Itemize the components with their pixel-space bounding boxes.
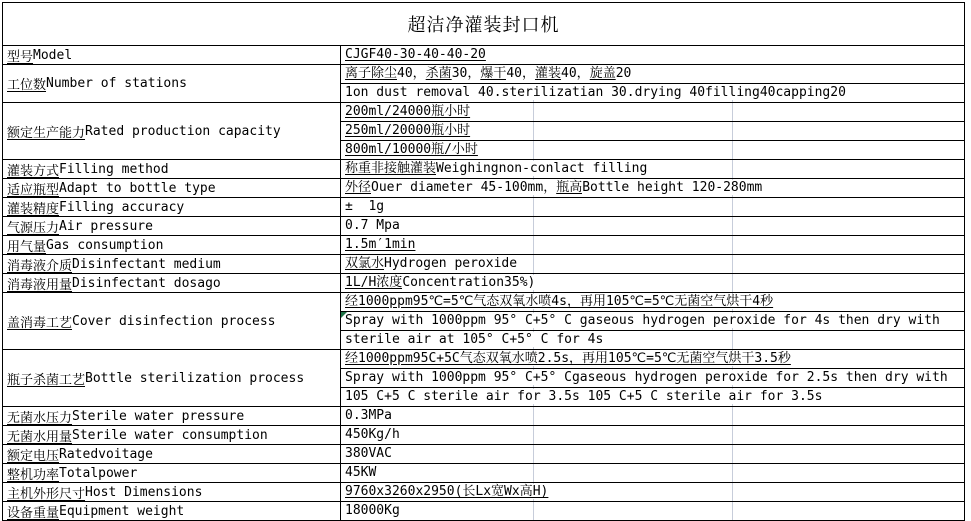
spec-value-cell[interactable]	[341, 255, 964, 274]
cell-text-segment: 双氯水	[345, 256, 385, 271]
cell-text-segment: 经1000ppm95C+5C气态双氧水喷2.5s，再用105℃=5℃无菌空气烘干3.5秒	[345, 351, 791, 366]
cell-text-segment: Ouer diameter 45-100mm，	[371, 180, 557, 195]
cell-text-segment: Sterile water consumption	[72, 427, 268, 443]
cell-text-segment: 200ml/24000瓶小时	[345, 104, 471, 119]
spec-label-cell[interactable]	[3, 350, 341, 407]
cell-text-segment: Totalpower	[59, 465, 138, 481]
cell-text-segment: 整机功率	[7, 464, 59, 483]
cell-text-segment: Rated production capacity	[85, 123, 281, 139]
spec-label-cell[interactable]	[3, 483, 341, 502]
cell-text-segment: 18000Kg	[345, 503, 400, 518]
cell-text-segment: Bottle sterilization process	[85, 370, 305, 386]
cell-text-segment: Filling accuracy	[59, 199, 185, 215]
cell-text-segment: 气源压力	[7, 217, 59, 236]
cell-text-segment: 1.5m′1min	[345, 237, 416, 252]
page-title: 超洁净灌装封口机	[407, 15, 560, 36]
cell-text-segment: 离子除尘	[345, 66, 398, 81]
spec-label-cell[interactable]	[3, 179, 341, 198]
cell-text-segment: Cover disinfection process	[72, 313, 276, 329]
title-cell[interactable]	[3, 3, 964, 46]
cell-text-segment: 0.3MPa	[345, 408, 392, 423]
cell-text-segment: 型号	[7, 46, 33, 65]
cell-text-segment: Spray with 1000ppm 95° C+5° Cgaseous hydrogen peroxide for 2.5s then dry with	[345, 370, 948, 385]
cell-text-segment: 450Kg/h	[345, 427, 400, 442]
cell-text-segment: Equipment weight	[59, 503, 185, 519]
cell-text-segment: 经1000ppm95℃=5℃气态双氧水喷4s，再用105℃=5℃无菌空气烘干4秒	[345, 294, 774, 309]
cell-text-segment: 杀菌	[425, 66, 452, 81]
cell-text-segment: 40，	[506, 66, 536, 81]
cell-text-segment: 称重非接触灌装	[345, 161, 437, 176]
spec-value-cell[interactable]	[341, 350, 964, 369]
spec-value-cell[interactable]	[341, 331, 964, 350]
spec-value-cell[interactable]	[341, 312, 964, 331]
cell-text-segment: Disinfectant medium	[72, 256, 221, 272]
spec-value-cell[interactable]	[341, 160, 964, 179]
cell-text-segment: Air pressure	[59, 218, 153, 234]
spec-value-cell[interactable]	[341, 103, 964, 122]
spec-value-cell[interactable]	[341, 274, 964, 293]
spec-label-cell[interactable]	[3, 255, 341, 274]
cell-text-segment: 额定生产能力	[7, 122, 85, 141]
cell-text-segment: 瓶子杀菌工艺	[7, 369, 85, 388]
spec-label-cell[interactable]	[3, 65, 341, 103]
spec-value-cell[interactable]	[341, 426, 964, 445]
spec-label-cell[interactable]	[3, 445, 341, 464]
cell-text-segment: 无菌水压力	[7, 407, 72, 426]
cell-text-segment: 设备重量	[7, 502, 59, 521]
cell-text-segment: 适应瓶型	[7, 179, 59, 198]
cell-text-segment: 灌装精度	[7, 198, 59, 217]
cell-text-segment: 9760x3260x2950(长Lx宽Wx高H)	[345, 484, 549, 499]
cell-text-segment: Spray with 1000ppm 95° C+5° C gaseous hydrogen peroxide for 4s then dry with	[345, 313, 940, 328]
spec-label-cell[interactable]	[3, 236, 341, 255]
cell-text-segment: 1on dust removal 40.sterilizatian 30.drying 40filling40capping20	[345, 85, 846, 100]
spec-value-cell[interactable]	[341, 236, 964, 255]
cell-text-segment: 爆干	[480, 66, 507, 81]
cell-text-segment: 45KW	[345, 465, 377, 480]
cell-error-indicator-icon	[341, 312, 347, 318]
cell-text-segment: Adapt to bottle type	[59, 180, 216, 196]
cell-text-segment: Disinfectant dosago	[72, 275, 221, 291]
cell-text-segment: Bottle height 120-280mm	[582, 180, 763, 195]
cell-text-segment: Gas consumption	[46, 237, 164, 253]
cell-text-segment: Ratedvoitage	[59, 446, 153, 462]
cell-text-segment: 105 C+5 C sterile air for 3.5s 105 C+5 C sterile air for 3.5s	[345, 389, 823, 404]
cell-text-segment: 用气量	[7, 236, 46, 255]
spec-table-body	[3, 46, 964, 521]
cell-text-segment: Sterile water pressure	[72, 408, 245, 424]
spec-value-cell[interactable]	[341, 483, 964, 502]
cell-text-segment: 额定电压	[7, 445, 59, 464]
spec-table	[2, 2, 965, 521]
cell-text-segment: Host Dimensions	[85, 484, 203, 500]
spec-value-cell[interactable]	[341, 84, 964, 103]
cell-text-segment: 无菌水用量	[7, 426, 72, 445]
cell-text-segment: 1L/H浓度	[345, 275, 403, 290]
cell-text-segment: 20	[615, 66, 632, 81]
cell-text-segment: Filling method	[59, 161, 169, 177]
spec-value-cell[interactable]	[341, 65, 964, 84]
spec-value-cell[interactable]	[341, 445, 964, 464]
cell-text-segment: 外径	[345, 180, 372, 195]
spec-value-cell[interactable]	[341, 179, 964, 198]
spec-value-cell[interactable]	[341, 407, 964, 426]
cell-text-segment: ± 1g	[345, 199, 385, 214]
spec-value-cell[interactable]	[341, 198, 964, 217]
spec-value-cell[interactable]	[341, 46, 964, 65]
spec-label-cell[interactable]	[3, 46, 341, 65]
spec-label-cell[interactable]	[3, 198, 341, 217]
spec-label-cell[interactable]	[3, 160, 341, 179]
cell-text-segment: sterile air at 105° C+5° C for 4s	[345, 332, 604, 347]
cell-text-segment: 旋盖	[589, 66, 616, 81]
cell-text-segment: Model	[33, 47, 73, 63]
spec-value-cell[interactable]	[341, 122, 964, 141]
spec-value-cell[interactable]	[341, 502, 964, 521]
cell-text-segment: CJGF40-30-40-40-20	[345, 47, 486, 62]
cell-text-segment: 瓶高	[556, 180, 583, 195]
spec-label-cell[interactable]	[3, 464, 341, 483]
cell-text-segment: 主机外形尺寸	[7, 483, 85, 502]
cell-text-segment: 40，	[397, 66, 426, 81]
cell-text-segment: 380VAC	[345, 446, 392, 461]
spec-label-cell[interactable]	[3, 407, 341, 426]
cell-text-segment: Weighingnon-conlact filling	[436, 161, 648, 176]
spec-label-cell[interactable]	[3, 426, 341, 445]
cell-text-segment: Concentration35%)	[402, 275, 536, 290]
spec-label-cell[interactable]	[3, 217, 341, 236]
cell-text-segment: 灌装方式	[7, 160, 59, 179]
cell-text-segment: Number of stations	[46, 76, 187, 91]
cell-text-segment: 灌装	[535, 66, 562, 81]
cell-text-segment: 0.7 Mpa	[345, 218, 400, 233]
cell-text-segment: 250ml/20000瓶小时	[345, 123, 471, 138]
spec-label-cell[interactable]	[3, 274, 341, 293]
cell-text-segment: 30，	[451, 66, 481, 81]
spec-label-cell[interactable]	[3, 103, 341, 160]
cell-text-segment: 盖消毒工艺	[7, 312, 72, 331]
spec-value-cell[interactable]	[341, 369, 964, 388]
spec-value-cell[interactable]	[341, 217, 964, 236]
cell-text-segment: 消毒液用量	[7, 274, 72, 293]
spec-value-cell[interactable]	[341, 388, 964, 407]
cell-text-segment: 工位数	[7, 74, 46, 93]
cell-text-segment: 800ml/10000瓶/小时	[345, 142, 478, 157]
cell-text-segment: Hydrogen peroxide	[384, 256, 518, 271]
spec-value-cell[interactable]	[341, 293, 964, 312]
spec-label-cell[interactable]	[3, 502, 341, 521]
spec-label-cell[interactable]	[3, 293, 341, 350]
cell-text-segment: 消毒液介质	[7, 255, 72, 274]
spec-value-cell[interactable]	[341, 464, 964, 483]
cell-text-segment: 40，	[561, 66, 590, 81]
spec-value-cell[interactable]	[341, 141, 964, 160]
